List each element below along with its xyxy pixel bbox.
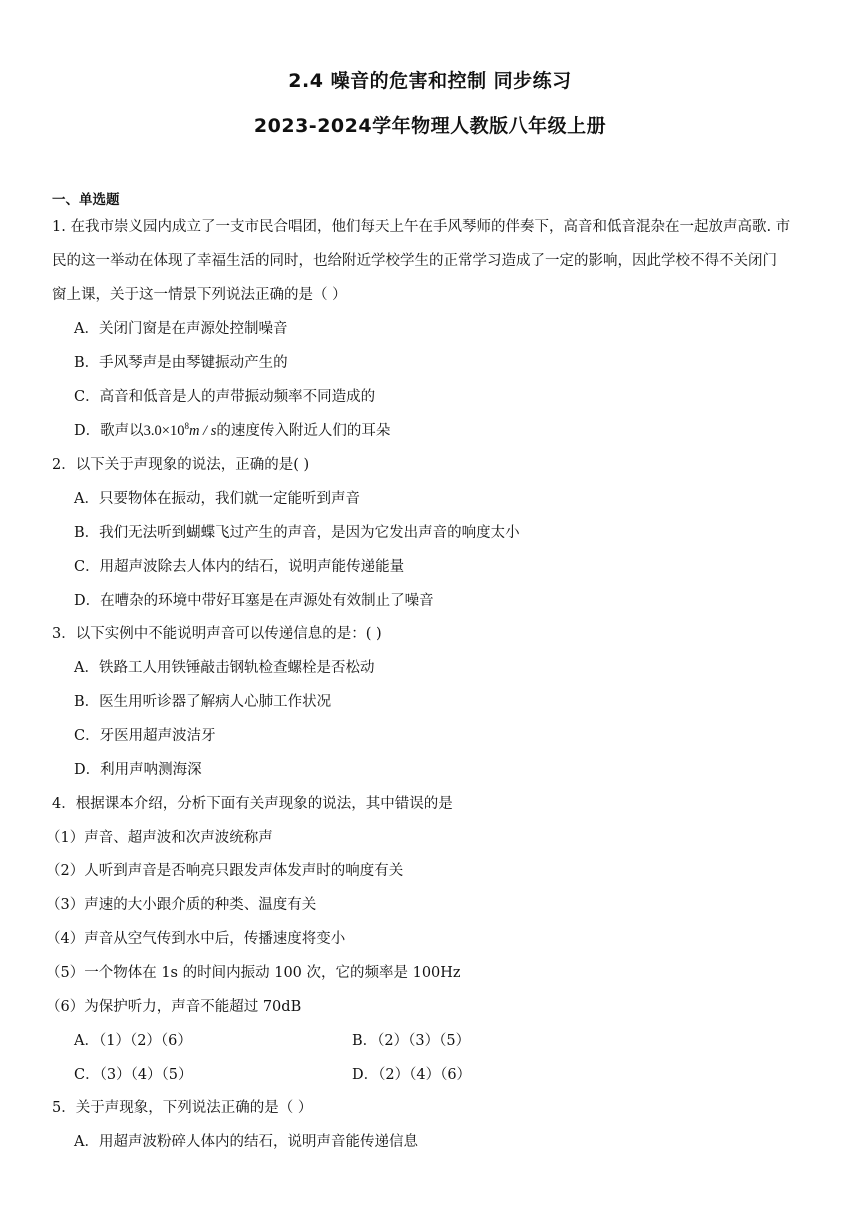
speed-coefficient: 3.0×10	[143, 423, 185, 439]
q4-stem: 4．根据课本介绍，分析下面有关声现象的说法，其中错误的是	[52, 796, 453, 812]
q1-option-d-prefix: D．歌声以	[74, 423, 144, 439]
q4-statement-1: （1）声音、超声波和次声波统称声	[46, 830, 273, 846]
q2-stem: 2．以下关于声现象的说法，正确的是( )	[52, 457, 310, 473]
q1-option-d	[74, 421, 390, 441]
q4-option-c: C．（3）（4）（5）	[74, 1067, 193, 1083]
q1-option-d-suffix: 的速度传入附近人们的耳朵	[216, 423, 391, 439]
q3-option-c: C．牙医用超声波洁牙	[74, 728, 216, 744]
q4-option-a: A．（1）（2）（6）	[74, 1033, 192, 1049]
q1-stem-line2: 民的这一举动在体现了幸福生活的同时，也给附近学校学生的正常学习造成了一定的影响，因此学校不得不关闭门	[52, 253, 777, 269]
q2-option-b: B．我们无法听到蝴蝶飞过产生的声音，是因为它发出声音的响度太小	[74, 525, 520, 541]
q4-option-b: B．（2）（3）（5）	[352, 1033, 471, 1049]
q5-stem: 5．关于声现象，下列说法正确的是（ ）	[52, 1100, 313, 1116]
speed-unit: m / s	[188, 423, 217, 439]
speed-formula	[144, 423, 217, 439]
q2-option-d: D．在嘈杂的环境中带好耳塞是在声源处有效制止了噪音	[74, 593, 434, 609]
q1-option-c: C．高音和低音是人的声带振动频率不同造成的	[74, 389, 376, 405]
section-heading: 一、单选题	[52, 192, 120, 208]
q3-option-a: A．铁路工人用铁锤敲击钢轨检查螺栓是否松动	[74, 660, 375, 676]
q4-statement-4: （4）声音从空气传到水中后，传播速度将变小	[46, 931, 346, 947]
q3-option-b: B．医生用听诊器了解病人心肺工作状况	[74, 694, 332, 710]
q4-option-d: D．（2）（4）（6）	[352, 1067, 472, 1083]
speed-exponent: 8	[184, 421, 189, 431]
q1-option-b: B．手风琴声是由琴键振动产生的	[74, 355, 288, 371]
q3-option-d: D．利用声呐测海深	[74, 762, 202, 778]
q3-stem: 3．以下实例中不能说明声音可以传递信息的是：( )	[52, 626, 382, 642]
q5-option-a: A．用超声波粉碎人体内的结石，说明声音能传递信息	[74, 1134, 418, 1150]
q4-statement-6: （6）为保护听力，声音不能超过 70dB	[46, 999, 302, 1015]
page-subtitle: 2023-2024学年物理人教版八年级上册	[253, 115, 607, 137]
q1-stem-line1: 1. 在我市崇义园内成立了一支市民合唱团，他们每天上午在手风琴师的伴奏下，高音和低音混杂在一起放声高歌. 市	[52, 219, 791, 235]
page-title: 2.4 噪音的危害和控制 同步练习	[288, 70, 572, 92]
q1-option-a: A．关闭门窗是在声源处控制噪音	[74, 321, 288, 337]
q4-statement-3: （3）声速的大小跟介质的种类、温度有关	[46, 897, 317, 913]
q4-statement-5: （5）一个物体在 1s 的时间内振动 100 次，它的频率是 100Hz	[46, 965, 461, 981]
q1-stem-line3: 窗上课，关于这一情景下列说法正确的是（ ）	[52, 287, 347, 303]
q4-statement-2: （2）人听到声音是否响亮只跟发声体发声时的响度有关	[46, 863, 404, 879]
q2-option-a: A．只要物体在振动，我们就一定能听到声音	[74, 491, 360, 507]
q2-option-c: C．用超声波除去人体内的结石，说明声能传递能量	[74, 559, 405, 575]
